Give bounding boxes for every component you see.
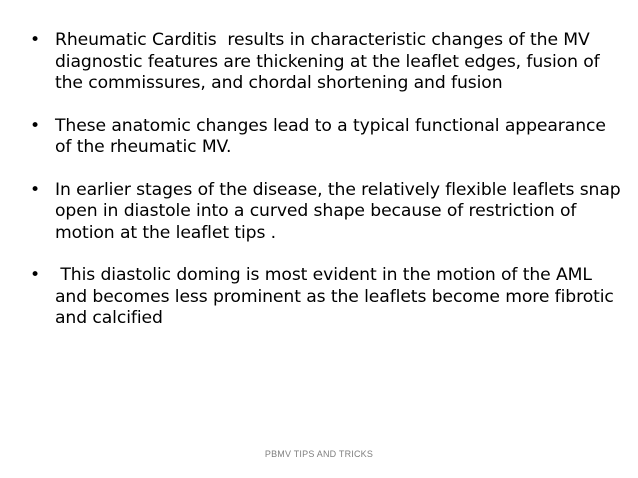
bullet-text: These anatomic changes lead to a typical functional appearance of the rheumatic MV. <box>55 115 612 157</box>
bullet-marker: • <box>30 179 41 200</box>
slide-footer: PBMV TIPS AND TRICKS <box>264 449 374 459</box>
bullet-marker: • <box>30 265 41 285</box>
bullet-text: This diastolic doming is most evident in the motion of the AML and becomes less prominent as the leaflets become more fibrotic and calcified <box>55 265 620 328</box>
bullet-item <box>30 180 625 245</box>
bullet-text: In earlier stages of the disease, the relatively flexible leaflets snap open in diastole into a curved shape because of restriction of motion at the leaflet tips . <box>55 179 626 243</box>
bullet-list <box>30 30 625 351</box>
bullet-item <box>30 116 625 159</box>
bullet-item <box>30 265 625 330</box>
bullet-marker: • <box>30 30 41 50</box>
bullet-item <box>30 30 625 95</box>
bullet-text: Rheumatic Carditis results in characteristic changes of the MV diagnostic features are thickening at the leaflet edges, fusion of the commissures, and chordal shortening and fusion <box>55 30 605 93</box>
bullet-marker: • <box>30 115 41 136</box>
